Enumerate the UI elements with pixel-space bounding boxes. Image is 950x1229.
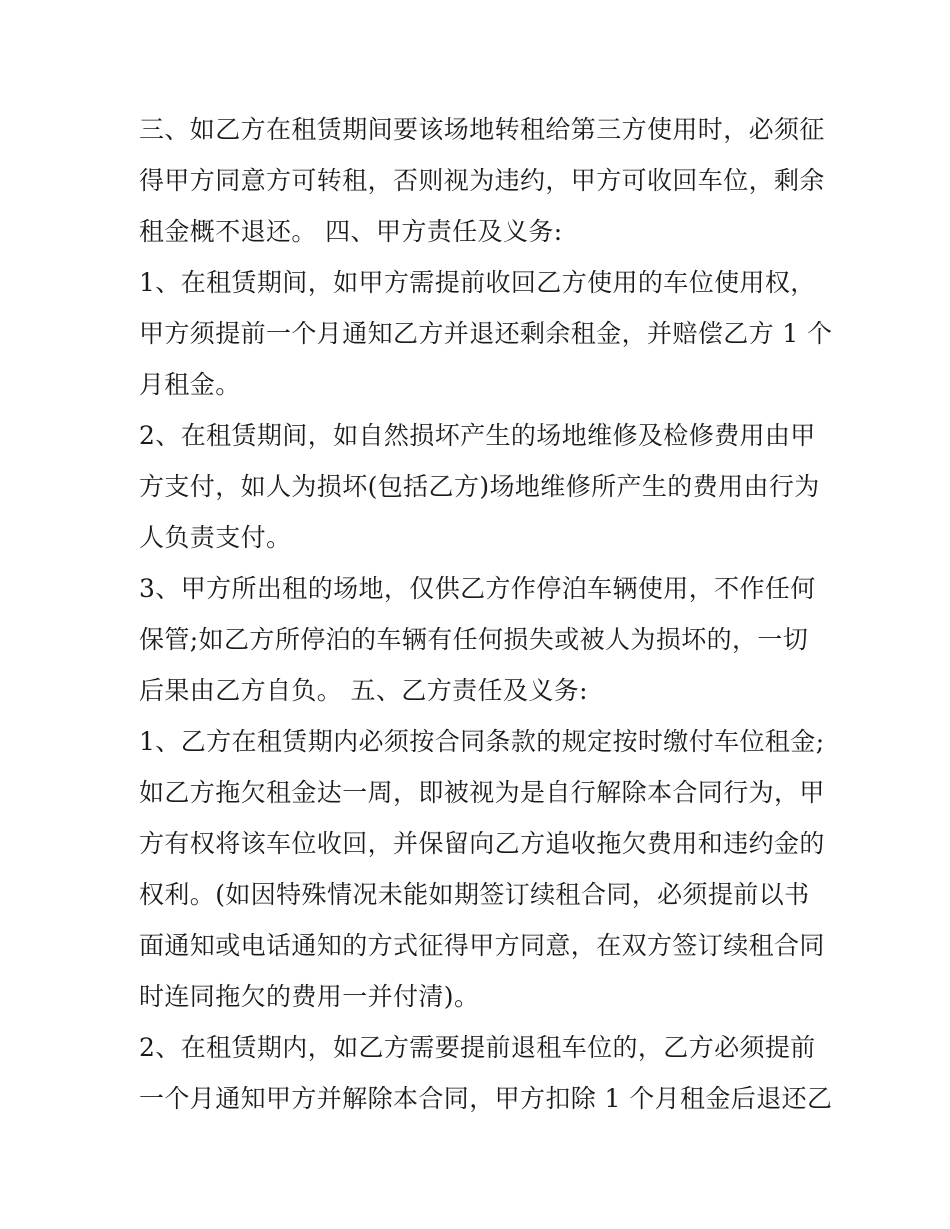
text-line: 方有权将该车位收回，并保留向乙方追收拖欠费用和违约金的 (139, 829, 825, 858)
text-line: 方支付，如人为损坏(包括乙方)场地维修所产生的费用由行为 (139, 472, 820, 501)
text-line: 一个月通知甲方并解除本合同，甲方扣除 1 个月租金后退还乙 (139, 1084, 833, 1113)
text-line: 甲方须提前一个月通知乙方并退还剩余租金，并赔偿乙方 1 个 (139, 319, 833, 348)
text-line: 三、如乙方在租赁期间要该场地转租给第三方使用时，必须征 (139, 115, 825, 144)
text-line: 月租金。 (139, 370, 241, 399)
text-line: 保管;如乙方所停泊的车辆有任何损失或被人为损坏的，一切 (139, 625, 809, 654)
text-line: 得甲方同意方可转租，否则视为违约，甲方可收回车位，剩余 (139, 166, 825, 195)
text-line: 3、甲方所出租的场地，仅供乙方作停泊车辆使用，不作任何 (139, 574, 816, 603)
contract-text (139, 104, 833, 1124)
text-line: 后果由乙方自负。 五、乙方责任及义务: (139, 676, 588, 705)
text-line: 1、乙方在租赁期内必须按合同条款的规定按时缴付车位租金; (139, 727, 825, 756)
text-line: 权利。(如因特殊情况未能如期签订续租合同，必须提前以书 (139, 880, 810, 909)
text-line: 人负责支付。 (139, 523, 292, 552)
text-line: 面通知或电话通知的方式征得甲方同意，在双方签订续租合同 (139, 931, 825, 960)
text-line: 时连同拖欠的费用一并付清)。 (139, 982, 480, 1011)
text-line: 如乙方拖欠租金达一周，即被视为是自行解除本合同行为，甲 (139, 778, 825, 807)
text-line: 租金概不退还。 四、甲方责任及义务: (139, 217, 563, 246)
text-line: 1、在租赁期间，如甲方需提前收回乙方使用的车位使用权， (139, 268, 816, 297)
text-line: 2、在租赁期内，如乙方需要提前退租车位的，乙方必须提前 (139, 1033, 816, 1062)
text-line: 2、在租赁期间，如自然损坏产生的场地维修及检修费用由甲 (139, 421, 816, 450)
